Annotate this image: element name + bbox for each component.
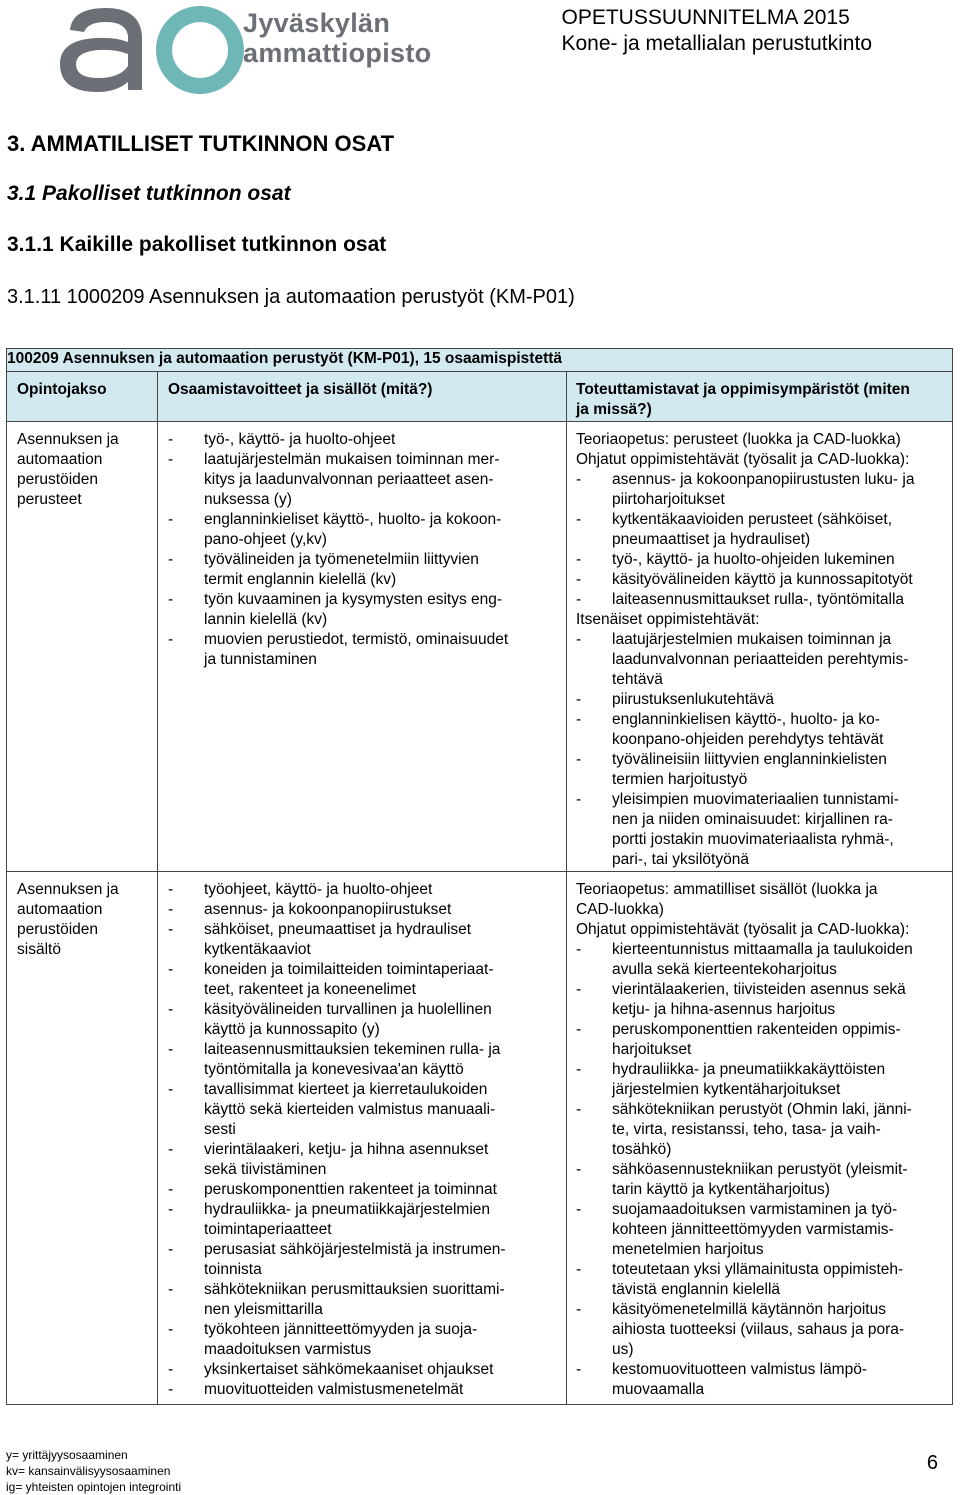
bullet-line: sähkötekniikan perusmittauksien suorittami- xyxy=(204,1281,505,1298)
bullet-line: koonpano-ohjeiden perehdytys tehtävät xyxy=(612,731,884,748)
bullet-item xyxy=(168,1140,556,1180)
bullet-line: hydrauliikka- ja pneumatiikkajärjestelmien xyxy=(204,1201,491,1218)
bullet-item xyxy=(168,630,556,670)
bullet-item xyxy=(576,1020,942,1060)
header-line1: OPETUSSUUNNITELMA 2015 xyxy=(561,6,850,29)
bullet-line: nen yleismittarilla xyxy=(204,1301,323,1318)
bullet-dash: - xyxy=(576,691,582,708)
bullet-line: nen ja niiden ominaisuudet: kirjallinen ra- xyxy=(612,811,893,828)
bullet-line: tosähkö) xyxy=(612,1141,672,1158)
bullet-line: kierteentunnistus mittaamalla ja taulukoiden xyxy=(612,941,913,958)
bullet-line: peruskomponenttien rakenteet ja toiminnat xyxy=(204,1181,497,1198)
bullet-dash: - xyxy=(576,1021,582,1038)
legend-footer xyxy=(6,1447,181,1495)
bullet-line: lannin kielellä (kv) xyxy=(204,611,328,628)
bullet-dash: - xyxy=(168,1281,174,1298)
bullet-item xyxy=(576,750,942,790)
bullet-item xyxy=(576,1200,942,1260)
bullet-item xyxy=(168,1200,556,1240)
bullet-text xyxy=(612,630,908,690)
bullet-line: työvälineisiin liittyvien englanninkielisten xyxy=(612,751,887,768)
methods-cell xyxy=(567,422,953,872)
bullet-line: us) xyxy=(612,1341,634,1358)
bullet-line: laiteasennusmittaukset rulla-, työntömitalla xyxy=(612,591,905,608)
bullet-line: laatujärjestelmän mukaisen toiminnan mer- xyxy=(204,451,500,468)
bullet-dash: - xyxy=(576,791,582,808)
bullet-dash: - xyxy=(576,571,582,588)
bullet-dash: - xyxy=(576,751,582,768)
bullet-line: pano-ohjeet (y,kv) xyxy=(204,531,327,548)
column-header-methods-line2: ja missä?) xyxy=(576,401,652,418)
bullet-text xyxy=(612,940,913,980)
bullet-item xyxy=(576,1260,942,1300)
bullet-dash: - xyxy=(168,1381,174,1398)
bullet-line: koneiden ja toimilaitteiden toimintaperiaat- xyxy=(204,961,494,978)
bullet-text xyxy=(612,470,914,510)
bullet-dash: - xyxy=(168,1181,174,1198)
bullet-text xyxy=(612,570,913,590)
bullet-line: muovituotteiden valmistusmenetelmät xyxy=(204,1381,464,1398)
curriculum-table xyxy=(6,348,953,1405)
logo-a-shape xyxy=(60,8,142,92)
bullet-line: toimintaperiaatteet xyxy=(204,1221,332,1238)
bullet-dash: - xyxy=(168,1321,174,1338)
bullet-item xyxy=(576,790,942,870)
bullet-text xyxy=(204,590,502,630)
bullet-item xyxy=(168,550,556,590)
bullet-item xyxy=(576,630,942,690)
column-header-methods-line1: Toteuttamistavat ja oppimisympäristöt (miten xyxy=(576,381,910,398)
bullet-line: asennus- ja kokoonpanopiirustukset xyxy=(204,901,452,918)
bullet-dash: - xyxy=(576,551,582,568)
methods-text-line: Teoriaopetus: ammatilliset sisällöt (luokka ja xyxy=(576,881,878,898)
bullet-item xyxy=(576,470,942,510)
column-header-course: Opintojakso xyxy=(7,372,158,422)
bullet-item xyxy=(576,690,942,710)
bullet-line: käyttö sekä kierteiden valmistus manuaali- xyxy=(204,1101,496,1118)
bullet-line: laadunvalvonnan periaatteiden perehtymis- xyxy=(612,651,909,668)
methods-text-line: Teoriaopetus: perusteet (luokka ja CAD-luokka) xyxy=(576,431,901,448)
bullet-text xyxy=(204,960,494,1000)
bullet-dash: - xyxy=(576,1361,582,1378)
bullet-line: toteutetaan yksi yllämainitusta oppimisteh- xyxy=(612,1261,904,1278)
bullet-item xyxy=(576,1060,942,1100)
bullet-line: vierintälaakerien, tiivisteiden asennus sekä xyxy=(612,981,906,998)
bullet-item xyxy=(576,570,942,590)
bullet-text xyxy=(204,430,395,450)
bullet-item xyxy=(168,1360,556,1380)
bullet-text xyxy=(204,1240,506,1280)
bullet-dash: - xyxy=(576,941,582,958)
bullet-line: menetelmien harjoitus xyxy=(612,1241,764,1258)
bullet-item xyxy=(168,1180,556,1200)
bullet-line: sesti xyxy=(204,1121,236,1138)
bullet-item xyxy=(168,900,556,920)
bullet-line: aihiosta tuotteeksi (viilaus, sahaus ja pora- xyxy=(612,1321,905,1338)
course-line: Asennuksen ja xyxy=(17,881,119,898)
bullet-line: työntömitalla ja konevesivaa'an käyttö xyxy=(204,1061,464,1078)
bullet-line: vierintälaakeri, ketju- ja hihna asennukset xyxy=(204,1141,489,1158)
bullet-line: nuksessa (y) xyxy=(204,491,292,508)
bullet-dash: - xyxy=(168,631,174,648)
bullet-item xyxy=(168,590,556,630)
bullet-item xyxy=(576,550,942,570)
bullet-line: piirtoharjoitukset xyxy=(612,491,725,508)
legend-line: kv= kansainvälisyysosaaminen xyxy=(6,1464,171,1478)
bullet-text xyxy=(204,630,508,670)
bullet-text xyxy=(204,1320,477,1360)
bullet-line: käsityövälineiden käyttö ja kunnossapitotyöt xyxy=(612,571,913,588)
bullet-line: te, virta, resistanssi, teho, tasa- ja vaih- xyxy=(612,1121,881,1138)
bullet-line: kohteen jännitteettömyyden varmistamis- xyxy=(612,1221,894,1238)
course-line: perustöiden xyxy=(17,471,99,488)
bullet-text xyxy=(612,1260,903,1300)
bullet-line: termien harjoitustyö xyxy=(612,771,748,788)
bullet-dash: - xyxy=(576,1161,582,1178)
bullet-text xyxy=(612,1160,908,1200)
bullet-dash: - xyxy=(168,961,174,978)
bullet-line: teet, rakenteet ja koneenelimet xyxy=(204,981,416,998)
column-header-methods xyxy=(567,372,953,422)
bullet-text xyxy=(204,1180,497,1200)
bullet-dash: - xyxy=(168,431,174,448)
bullet-item xyxy=(576,1300,942,1360)
bullet-item xyxy=(168,1380,556,1400)
bullet-line: englanninkieliset käyttö-, huolto- ja kokoon- xyxy=(204,511,502,528)
bullet-dash: - xyxy=(168,591,174,608)
bullet-dash: - xyxy=(576,471,582,488)
bullet-text xyxy=(204,550,479,590)
bullet-line: kestomuovituotteen valmistus lämpö- xyxy=(612,1361,868,1378)
bullet-line: laiteasennusmittauksien tekeminen rulla- ja xyxy=(204,1041,501,1058)
bullet-text xyxy=(612,1360,867,1400)
bullet-line: työvälineiden ja työmenetelmiin liittyvien xyxy=(204,551,479,568)
header-line2: Kone- ja metallialan perustutkinto xyxy=(561,32,872,55)
legend-line: ig= yhteisten opintojen integrointi xyxy=(6,1480,182,1494)
content-cell xyxy=(158,422,567,872)
bullet-dash: - xyxy=(168,901,174,918)
bullet-line: työ-, käyttö- ja huolto-ohjeiden lukeminen xyxy=(612,551,895,568)
bullet-line: yksinkertaiset sähkömekaaniset ohjaukset xyxy=(204,1361,494,1378)
bullet-item xyxy=(168,1040,556,1080)
bullet-text xyxy=(204,1200,490,1240)
bullet-text xyxy=(204,1280,505,1320)
logo-name-line2: ammattiopisto xyxy=(243,38,432,68)
bullet-dash: - xyxy=(168,551,174,568)
bullet-line: käyttö ja kunnossapito (y) xyxy=(204,1021,380,1038)
bullet-text xyxy=(204,900,451,920)
bullet-text xyxy=(204,510,501,550)
bullet-line: sähkötekniikan perustyöt (Ohmin laki, jänni- xyxy=(612,1101,912,1118)
bullet-line: asennus- ja kokoonpanopiirustusten luku- ja xyxy=(612,471,915,488)
heading-1: 3. AMMATILLISET TUTKINNON OSAT xyxy=(7,131,395,156)
bullet-line: maadoituksen varmistus xyxy=(204,1341,372,1358)
bullet-line: työkohteen jännitteettömyyden ja suoja- xyxy=(204,1321,478,1338)
bullet-dash: - xyxy=(168,1361,174,1378)
bullet-dash: - xyxy=(576,1061,582,1078)
bullet-text xyxy=(612,1300,904,1360)
bullet-line: sähköiset, pneumaattiset ja hydrauliset xyxy=(204,921,472,938)
bullet-item xyxy=(168,1280,556,1320)
course-line: automaation xyxy=(17,901,103,918)
bullet-line: hydrauliikka- ja pneumatiikkakäyttöisten xyxy=(612,1061,886,1078)
content-cell xyxy=(158,872,567,1405)
bullet-text xyxy=(612,980,906,1020)
bullet-item xyxy=(168,1080,556,1140)
bullet-dash: - xyxy=(576,631,582,648)
bullet-item xyxy=(576,510,942,550)
methods-text-line: CAD-luokka) xyxy=(576,901,664,918)
bullet-line: tarin käyttö ja kytkentäharjoitus) xyxy=(612,1181,830,1198)
bullet-text xyxy=(612,790,899,870)
table-header-row xyxy=(7,372,953,422)
bullet-line: ketju- ja hihna-asennus harjoitus xyxy=(612,1001,836,1018)
course-line: perusteet xyxy=(17,491,82,508)
bullet-line: muovaamalla xyxy=(612,1381,705,1398)
bullet-line: käsityövälineiden turvallinen ja huolellinen xyxy=(204,1001,492,1018)
bullet-item xyxy=(168,510,556,550)
bullet-line: työ-, käyttö- ja huolto-ohjeet xyxy=(204,431,396,448)
bullet-dash: - xyxy=(168,881,174,898)
bullet-dash: - xyxy=(576,1201,582,1218)
bullet-item xyxy=(168,450,556,510)
methods-text-line: Ohjatut oppimistehtävät (työsalit ja CAD-luokka): xyxy=(576,451,910,468)
course-cell xyxy=(7,872,158,1405)
document-header xyxy=(561,5,872,57)
bullet-dash: - xyxy=(168,451,174,468)
bullet-dash: - xyxy=(168,1141,174,1158)
bullet-item xyxy=(576,590,942,610)
methods-text-line: Ohjatut oppimistehtävät (työsalit ja CAD-luokka): xyxy=(576,921,910,938)
bullet-text xyxy=(204,1080,495,1140)
bullet-line: laatujärjestelmien mukaisen toiminnan ja xyxy=(612,631,892,648)
bullet-text xyxy=(612,590,904,610)
bullet-text xyxy=(204,920,471,960)
bullet-dash: - xyxy=(576,1261,582,1278)
bullet-dash: - xyxy=(168,1001,174,1018)
bullet-dash: - xyxy=(168,1041,174,1058)
bullet-dash: - xyxy=(576,981,582,998)
bullet-dash: - xyxy=(168,1241,174,1258)
bullet-line: piirustuksenlukutehtävä xyxy=(612,691,774,708)
course-line: automaation xyxy=(17,451,103,468)
bullet-line: muovien perustiedot, termistö, ominaisuudet xyxy=(204,631,509,648)
bullet-line: käsityömenetelmillä käytännön harjoitus xyxy=(612,1301,886,1318)
course-line: sisältö xyxy=(17,941,61,958)
bullet-item xyxy=(168,430,556,450)
logo-o-shape xyxy=(156,6,244,94)
bullet-item xyxy=(576,1100,942,1160)
table-title: 100209 Asennuksen ja automaation perustyöt (KM-P01), 15 osaamispistettä xyxy=(7,349,953,372)
bullet-line: suojamaadoituksen varmistaminen ja työ- xyxy=(612,1201,898,1218)
bullet-line: avulla sekä kierteentekoharjoitus xyxy=(612,961,837,978)
bullet-line: pari-, tai yksilötyönä xyxy=(612,851,749,868)
bullet-item xyxy=(576,1160,942,1200)
bullet-text xyxy=(204,1140,488,1180)
bullet-text xyxy=(204,450,500,510)
bullet-text xyxy=(204,1040,500,1080)
bullet-text xyxy=(204,1360,493,1380)
bullet-dash: - xyxy=(576,591,582,608)
bullet-text xyxy=(612,1200,897,1260)
bullet-text xyxy=(204,1000,492,1040)
bullet-dash: - xyxy=(168,1201,174,1218)
bullet-line: kytkentäkaaviot xyxy=(204,941,311,958)
bullet-line: toinnista xyxy=(204,1261,262,1278)
bullet-item xyxy=(576,940,942,980)
bullet-line: sekä tiivistäminen xyxy=(204,1161,327,1178)
heading-3: 3.1.1 Kaikille pakolliset tutkinnon osat xyxy=(7,233,387,256)
bullet-text xyxy=(612,550,895,570)
bullet-line: portti jostakin muovimateriaalista ryhmä-, xyxy=(612,831,894,848)
bullet-item xyxy=(576,980,942,1020)
legend-line: y= yrittäjyysosaaminen xyxy=(6,1448,128,1462)
course-line: Asennuksen ja xyxy=(17,431,119,448)
table-row xyxy=(7,872,953,1405)
bullet-line: pneumaattiset ja hydrauliset) xyxy=(612,531,811,548)
bullet-line: tehtävä xyxy=(612,671,663,688)
bullet-item xyxy=(168,880,556,900)
bullet-text xyxy=(204,1380,463,1400)
page-number: 6 xyxy=(926,1452,938,1474)
bullet-line: englanninkielisen käyttö-, huolto- ja ko- xyxy=(612,711,880,728)
bullet-line: tavallisimmat kierteet ja kierretaulukoiden xyxy=(204,1081,488,1098)
bullet-line: tävistä englannin kielellä xyxy=(612,1281,781,1298)
bullet-line: harjoitukset xyxy=(612,1041,692,1058)
bullet-text xyxy=(612,1100,912,1160)
bullet-dash: - xyxy=(168,511,174,528)
bullet-line: yleisimpien muovimateriaalien tunnistami- xyxy=(612,791,899,808)
logo-wordmark xyxy=(243,8,431,68)
bullet-dash: - xyxy=(576,1101,582,1118)
bullet-dash: - xyxy=(576,711,582,728)
table-title-row xyxy=(7,349,953,372)
bullet-line: kitys ja laadunvalvonnan periaatteet asen- xyxy=(204,471,494,488)
table-row xyxy=(7,422,953,872)
bullet-dash: - xyxy=(168,1081,174,1098)
course-line: perustöiden xyxy=(17,921,99,938)
bullet-line: työohjeet, käyttö- ja huolto-ohjeet xyxy=(204,881,433,898)
bullet-text xyxy=(204,880,432,900)
bullet-item xyxy=(168,1000,556,1040)
bullet-line: perusasiat sähköjärjestelmistä ja instrumen- xyxy=(204,1241,506,1258)
bullet-dash: - xyxy=(576,511,582,528)
methods-text-line: Itsenäiset oppimistehtävät: xyxy=(576,611,760,628)
bullet-line: järjestelmien kytkentäharjoitukset xyxy=(612,1081,841,1098)
methods-cell xyxy=(567,872,953,1405)
bullet-item xyxy=(168,920,556,960)
bullet-text xyxy=(612,710,883,750)
column-header-content: Osaamistavoitteet ja sisällöt (mitä?) xyxy=(158,372,567,422)
bullet-item xyxy=(576,1360,942,1400)
bullet-line: työn kuvaaminen ja kysymysten esitys eng- xyxy=(204,591,503,608)
bullet-item xyxy=(168,1320,556,1360)
bullet-text xyxy=(612,750,887,790)
bullet-line: kytkentäkaavioiden perusteet (sähköiset, xyxy=(612,511,893,528)
heading-4: 3.1.11 1000209 Asennuksen ja automaation perustyöt (KM-P01) xyxy=(7,286,575,308)
bullet-item xyxy=(168,1240,556,1280)
bullet-text xyxy=(612,1020,901,1060)
logo-name-line1: Jyväskylän xyxy=(243,8,391,38)
bullet-line: sähköasennustekniikan perustyöt (yleismit- xyxy=(612,1161,908,1178)
bullet-text xyxy=(612,510,892,550)
course-cell xyxy=(7,422,158,872)
bullet-text xyxy=(612,690,774,710)
bullet-dash: - xyxy=(168,921,174,938)
bullet-text xyxy=(612,1060,885,1100)
bullet-item xyxy=(168,960,556,1000)
bullet-dash: - xyxy=(576,1301,582,1318)
bullet-item xyxy=(576,710,942,750)
heading-2: 3.1 Pakolliset tutkinnon osat xyxy=(7,182,291,205)
bullet-line: ja tunnistaminen xyxy=(204,651,317,668)
bullet-line: termit englannin kielellä (kv) xyxy=(204,571,397,588)
bullet-line: peruskomponenttien rakenteiden oppimis- xyxy=(612,1021,901,1038)
